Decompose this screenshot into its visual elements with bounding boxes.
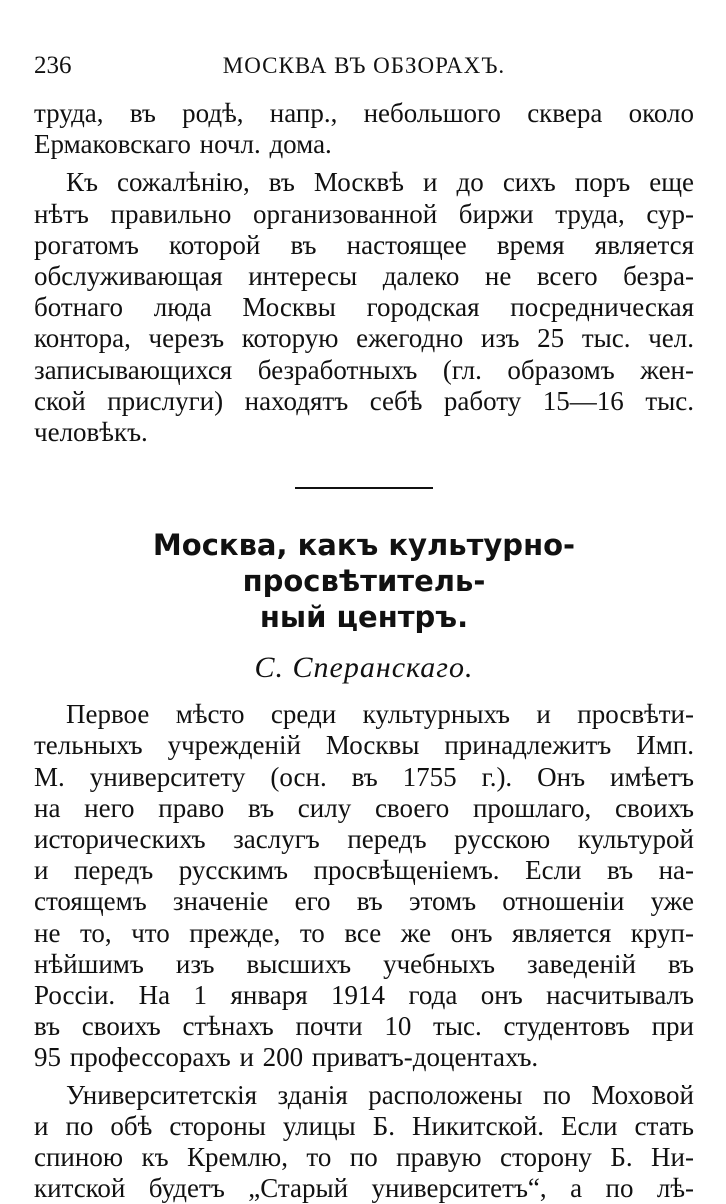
text-line: труда, въ родѣ, напр., небольшого сквера около	[34, 98, 694, 128]
section-title-line: Москва, какъ культурно-просвѣтитель-	[152, 528, 576, 599]
text-line: нѣйшимъ изъ высшихъ учебныхъ заведеній въ	[34, 948, 694, 979]
text-line: рогатомъ которой въ настоящее время является	[34, 229, 694, 260]
text-line: и передъ русскимъ просвѣщеніемъ. Если въ на-	[34, 855, 694, 886]
running-head	[34, 50, 694, 90]
paragraph-continued	[34, 98, 694, 160]
paragraph-university-buildings	[34, 1080, 694, 1204]
text-line: историческихъ заслугъ передъ русскою культурой	[34, 824, 694, 855]
section-author: С. Сперанскаго.	[254, 651, 474, 685]
text-line: контора, черезъ которую ежегодно изъ 25 тыс. чел.	[34, 323, 694, 354]
text-line: ботнаго люда Москвы городская посредническая	[34, 292, 694, 323]
text-line: Россіи. На 1 января 1914 года онъ насчитывалъ	[34, 980, 694, 1011]
text-line: въ своихъ стѣнахъ почти 10 тыс. студентовъ при	[34, 1011, 694, 1042]
text-line: ской прислуги) находятъ себѣ работу 15—16 тыс.	[34, 385, 694, 416]
text-line: стоящемъ значеніе его въ этомъ отношеніи уже	[34, 886, 694, 917]
book-page	[34, 50, 694, 1204]
text-line: записывающихся безработныхъ (гл. образомъ жен-	[34, 354, 694, 385]
text-line: на него право въ силу своего прошлаго, своихъ	[34, 792, 694, 823]
text-line: китской будетъ „Старый университетъ“, а по лѣ-	[34, 1173, 694, 1204]
text-line: человѣкъ.	[34, 417, 148, 448]
text-line: нѣтъ правильно организованной биржи труда, сур-	[34, 198, 694, 229]
text-line: Ермаковскаго ночл. дома.	[34, 129, 332, 160]
text-line: обслуживающая интересы далеко не всего безра-	[34, 261, 694, 292]
text-line: Къ сожалѣнію, въ Москвѣ и до сихъ поръ еще	[66, 167, 694, 198]
text-line: 95 профессорахъ и 200 приватъ-доцентахъ.	[34, 1042, 539, 1073]
text-line: и по обѣ стороны улицы Б. Никитской. Если стать	[34, 1110, 694, 1141]
section-divider	[295, 487, 433, 489]
text-line: Первое мѣсто среди культурныхъ и просвѣти-	[66, 699, 694, 730]
text-line: тельныхъ учрежденій Москвы принадлежитъ Имп.	[34, 730, 694, 761]
text-line: Университетскія зданія расположены по Моховой	[66, 1079, 694, 1110]
text-line: не то, что прежде, то все же онъ является круп-	[34, 917, 694, 948]
text-line: М. университету (осн. въ 1755 г.). Онъ имѣетъ	[34, 761, 694, 792]
running-title: МОСКВА ВЪ ОБЗОРАХЪ.	[222, 53, 506, 78]
paragraph-labour-exchange	[34, 167, 694, 448]
page-number: 236	[34, 52, 72, 79]
text-line: спиною къ Кремлю, то по правую сторону Б. Ни-	[34, 1142, 694, 1173]
paragraph-university	[34, 699, 694, 1073]
section-title-line: ный центръ.	[259, 600, 469, 635]
section-title	[34, 527, 694, 635]
